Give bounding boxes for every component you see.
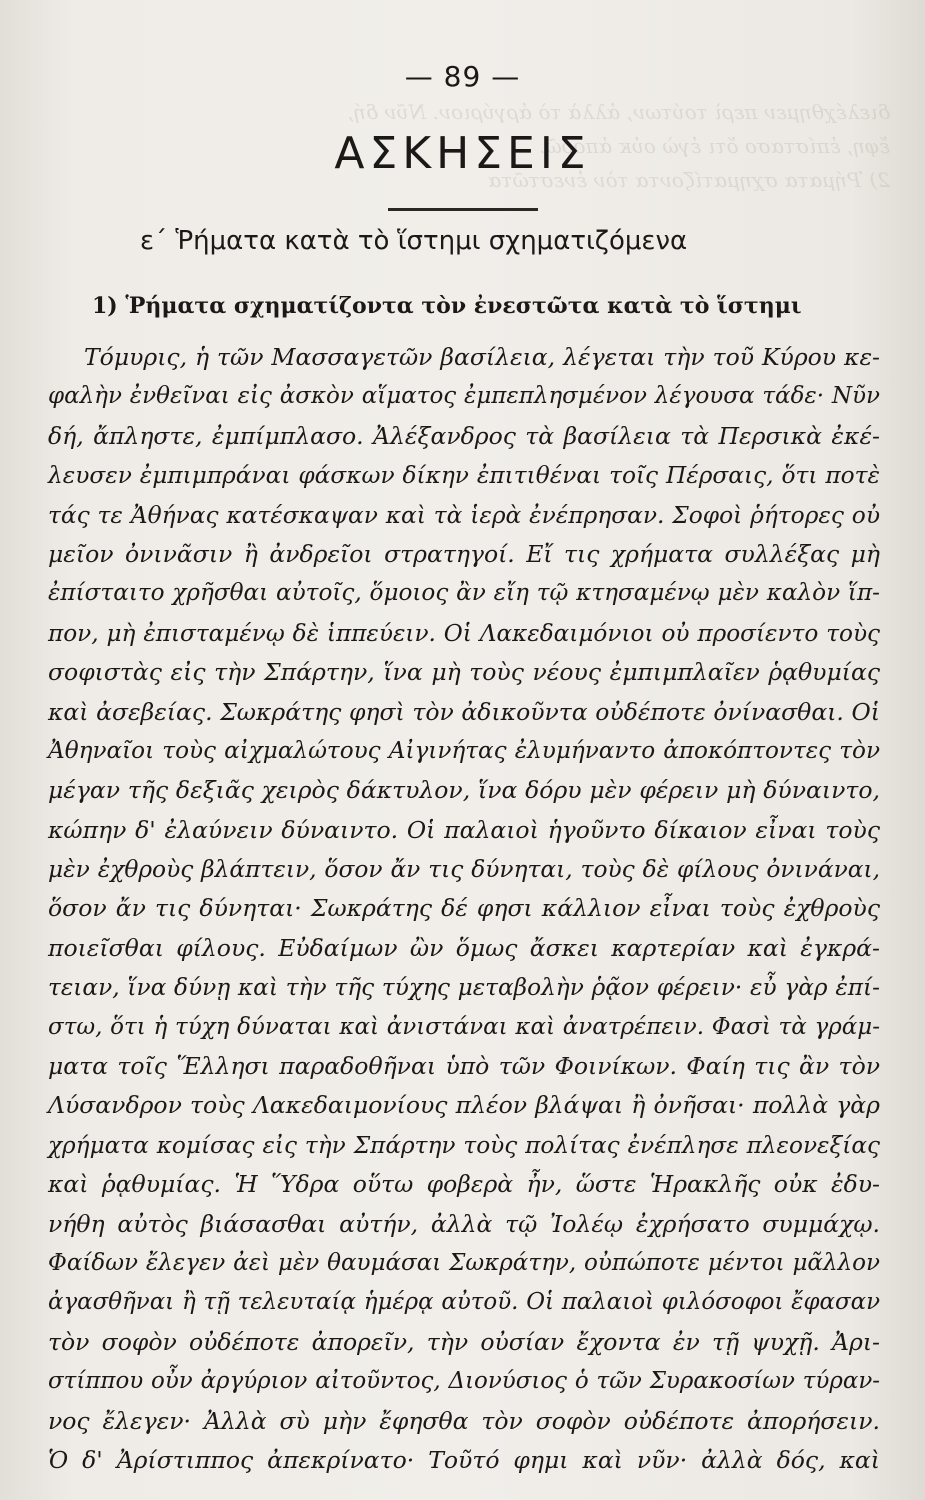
title-rule [388,208,538,211]
subsection-heading: 1) Ῥήματα σχηματίζοντα τὸν ἐνεστῶτα κατὰ τὸ ἵστημι [92,293,802,319]
text-line: ποιεῖσθαι φίλους. Εὐδαίμων ὢν ὅμως ἄσκει καρτερίαν καὶ ἐγκρά- [48,933,880,962]
text-line: ἀγασθῆναι ἢ τῇ τελευταίᾳ ἡμέρᾳ αὐτοῦ. Οἱ παλαιοὶ φιλόσοφοι ἔφασαν [48,1289,880,1316]
text-line: στίππου οὖν ἀργύριον αἰτοῦντος, Διονύσιος ὁ τῶν Συρακοσίων τύραν- [48,1368,880,1395]
text-line: Ὁ δ' Ἀρίστιππος ἀπεκρίνατο· Τοῦτό φημι καὶ νῦν· ἀλλὰ δός, καὶ [48,1445,880,1474]
bleed-line: ἔφη, ἐπίστασο ὅτι ἐγὼ οὐκ ἀπορῶ. [539,134,890,158]
text-line: καὶ ῥᾳθυμίας. Ἡ Ὕδρα οὕτω φοβερὰ ἦν, ὥστε Ἡρακλῆς οὐκ ἐδυ- [48,1170,880,1199]
text-line: λευσεν ἐμπιμπράναι φάσκων δίκην ἐπιτιθέναι τοῖς Πέρσαις, ὅτι ποτὲ [48,462,880,490]
text-line: φαλὴν ἐνθεῖναι εἰς ἀσκὸν αἵματος ἐμπεπλησμένον λέγουσα τάδε· Νῦν [48,383,880,410]
text-line: καὶ ἀσεβείας. Σωκράτης φησὶ τὸν ἀδικοῦντα οὐδέποτε ὀνίνασθαι. Οἱ [48,697,880,726]
text-line: Φαίδων ἔλεγεν ἀεὶ μὲν θαυμάσαι Σωκράτην, οὐπώποτε μέντοι μᾶλλον [48,1249,880,1276]
page-number: — 89 — [404,60,521,93]
text-line: τάς τε Ἀθήνας κατέσκαψαν καὶ τὰ ἱερὰ ἐνέπρησαν. Σοφοὶ ῥήτορες οὐ [48,501,880,529]
text-line: πον, μὴ ἐπισταμένῳ δὲ ἱππεύειν. Οἱ Λακεδαιμόνιοι οὐ προσίεντο τοὺς [48,619,880,647]
bleed-line: διελέχθημεν περὶ τούτων, ἀλλὰ τὸ ἀργύριον. Νῦν δή, [347,100,890,124]
text-line: κώπην δ' ἐλαύνειν δύναιντο. Οἱ παλαιοὶ ἡγοῦντο δίκαιον εἶναι τοὺς [48,815,880,844]
bleed-line: 2) Ῥήματα σχηματίζοντα τὸν ἐνεστῶτα [487,168,890,192]
text-line: ματα τοῖς Ἕλλησι παραδοθῆναι ὑπὸ τῶν Φοινίκων. Φαίη τις ἂν τὸν [48,1052,880,1081]
text-line: Ἀθηναῖοι τοὺς αἰχμαλώτους Αἰγινήτας ἐλυμήναντο ἀποκόπτοντες τὸν [48,737,880,764]
text-line: στω, ὅτι ἡ τύχη δύναται καὶ ἀνιστάναι καὶ ἀνατρέπειν. Φασὶ τὰ γράμ- [48,1013,880,1040]
text-line: νος ἔλεγεν· Ἀλλὰ σὺ μὴν ἔφησθα τὸν σοφὸν οὐδέποτε ἀπορήσειν. [48,1406,880,1435]
text-line: ὅσον ἄν τις δύνηται· Σωκράτης δέ φησι κάλλιον εἶναι τοὺς ἐχθροὺς [48,894,880,923]
chapter-subtitle: ε΄ Ῥήματα κατὰ τὸ ἵστημι σχηματιζόμενα [140,226,688,256]
text-line: δή, ἄπληστε, ἐμπίμπλασο. Ἀλέξανδρος τὰ βασίλεια τὰ Περσικὰ ἐκέ- [48,421,880,450]
text-line: χρήματα κομίσας εἰς τὴν Σπάρτην τοὺς πολίτας ἐνέπλησε πλεονεξίας [48,1131,880,1159]
text-line: σοφιστὰς εἰς τὴν Σπάρτην, ἵνα μὴ τοὺς νέους ἐμπιμπλαῖεν ῥᾳθυμίας [48,658,880,687]
text-line: Λύσανδρον τοὺς Λακεδαιμονίους πλέον βλάψαι ἢ ὀνῆσαι· πολλὰ γὰρ [48,1091,880,1120]
text-line: μὲν ἐχθροὺς βλάπτειν, ὅσον ἄν τις δύνηται, τοὺς δὲ φίλους ὀνινάναι, [48,856,880,884]
exercise-paragraph [48,338,880,1480]
text-line: Τόμυρις, ἡ τῶν Μασσαγετῶν βασίλεια, λέγεται τὴν τοῦ Κύρου κε- [84,343,880,371]
text-line: ἐπίσταιτο χρῆσθαι αὐτοῖς, ὅμοιος ἂν εἴη τῷ κτησαμένῳ μὲν καλὸν ἵπ- [48,580,880,607]
text-line: τὸν σοφὸν οὐδέποτε ἀπορεῖν, τὴν οὐσίαν ἔχοντα ἐν τῇ ψυχῇ. Ἀρι- [48,1327,880,1356]
section-title: ΑΣΚΗΣΕΙΣ [334,128,591,179]
text-line: τειαν, ἵνα δύνῃ καὶ τὴν τῆς τύχης μεταβολὴν ῥᾷον φέρειν· εὖ γὰρ ἐπί- [48,974,880,1002]
text-line: μέγαν τῆς δεξιᾶς χειρὸς δάκτυλον, ἵνα δόρυ μὲν φέρειν μὴ δύναιντο, [48,776,880,805]
text-line: μεῖον ὀνινᾶσιν ἢ ἀνδρεῖοι στρατηγοί. Εἴ τις χρήματα συλλέξας μὴ [48,539,880,568]
text-line: νήθη αὐτὸς βιάσασθαι αὐτήν, ἀλλὰ τῷ Ἰολέῳ ἐχρήσατο συμμάχῳ. [48,1209,880,1238]
